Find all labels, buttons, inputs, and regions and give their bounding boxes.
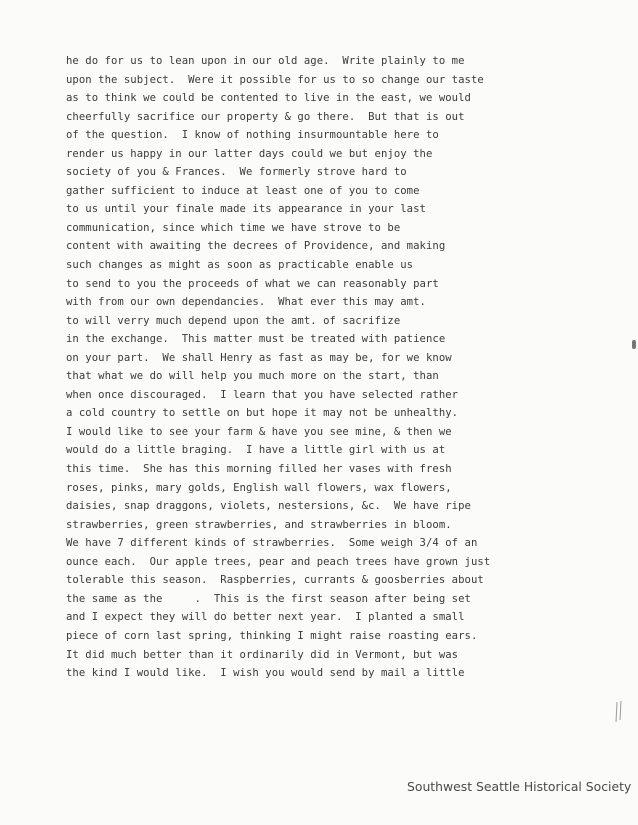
text-line: content with awaiting the decrees of Providence, and making [66, 240, 446, 253]
archive-watermark: Southwest Seattle Historical Society [407, 779, 632, 794]
text-line: would do a little braging. I have a little girl with us at [66, 444, 446, 457]
text-line: roses, pinks, mary golds, English wall flowers, wax flowers, [66, 481, 452, 494]
text-line: he do for us to lean upon in our old age. Write plainly to me [66, 55, 465, 67]
text-line: piece of corn last spring, thinking I might raise roasting ears. [66, 629, 478, 642]
text-line: to will verry much depend upon the amt. of sacrifize [66, 314, 401, 327]
text-line: strawberries, green strawberries, and strawberries in bloom. [66, 518, 452, 531]
text-line: I would like to see your farm & have you see mine, & then we [66, 425, 452, 438]
text-line: when once discouraged. I learn that you have selected rather [66, 388, 459, 401]
text-line: ounce each. Our apple trees, pear and peach trees have grown just [66, 555, 491, 568]
text-line: in the exchange. This matter must be treated with patience [66, 333, 446, 346]
text-line: this time. She has this morning filled her vases with fresh [66, 463, 452, 476]
text-line: cheerfully sacrifice our property & go there. But that is out [66, 110, 465, 123]
text-line: such changes as might as soon as practicable enable us [66, 259, 414, 272]
text-line: society of you & Frances. We formerly strove hard to [66, 166, 407, 179]
text-line: on your part. We shall Henry as fast as may be, for we know [66, 351, 452, 364]
text-line: as to think we could be contented to live in the east, we would [66, 92, 471, 105]
text-line: communication, since which time we have strove to be [66, 221, 401, 234]
text-line: a cold country to settle on but hope it may not be unhealthy. [66, 407, 459, 420]
text-line: render us happy in our latter days could we but enjoy the [66, 147, 433, 160]
paper-edge-mark [632, 340, 636, 349]
pencil-mark-icon [615, 700, 623, 724]
text-line: It did much better than it ordinarily did in Vermont, but was [66, 648, 459, 661]
text-line: of the question. I know of nothing insurmountable here to [66, 129, 439, 142]
text-line: gather sufficient to induce at least one of you to come [66, 184, 420, 197]
text-line: We have 7 different kinds of strawberries. Some weigh 3/4 of an [66, 537, 478, 550]
text-line: to us until your finale made its appearance in your last [66, 203, 426, 216]
text-line: daisies, snap draggons, violets, nestersions, &c. We have ripe [66, 500, 471, 513]
text-line: with from our own dependancies. What ever this may amt. [66, 296, 426, 309]
text-line: to send to you the proceeds of what we can reasonably part [66, 277, 439, 290]
text-line: tolerable this season. Raspberries, currants & goosberries about [66, 574, 484, 587]
typed-letter-body [66, 52, 626, 683]
text-line: the same as the . This is the first season after being set [66, 592, 471, 605]
text-line: upon the subject. Were it possible for us to so change our taste [66, 73, 484, 86]
text-line: that what we do will help you much more on the start, than [66, 370, 439, 383]
text-line: and I expect they will do better next year. I planted a small [66, 611, 465, 624]
text-line: the kind I would like. I wish you would send by mail a little [66, 667, 465, 680]
